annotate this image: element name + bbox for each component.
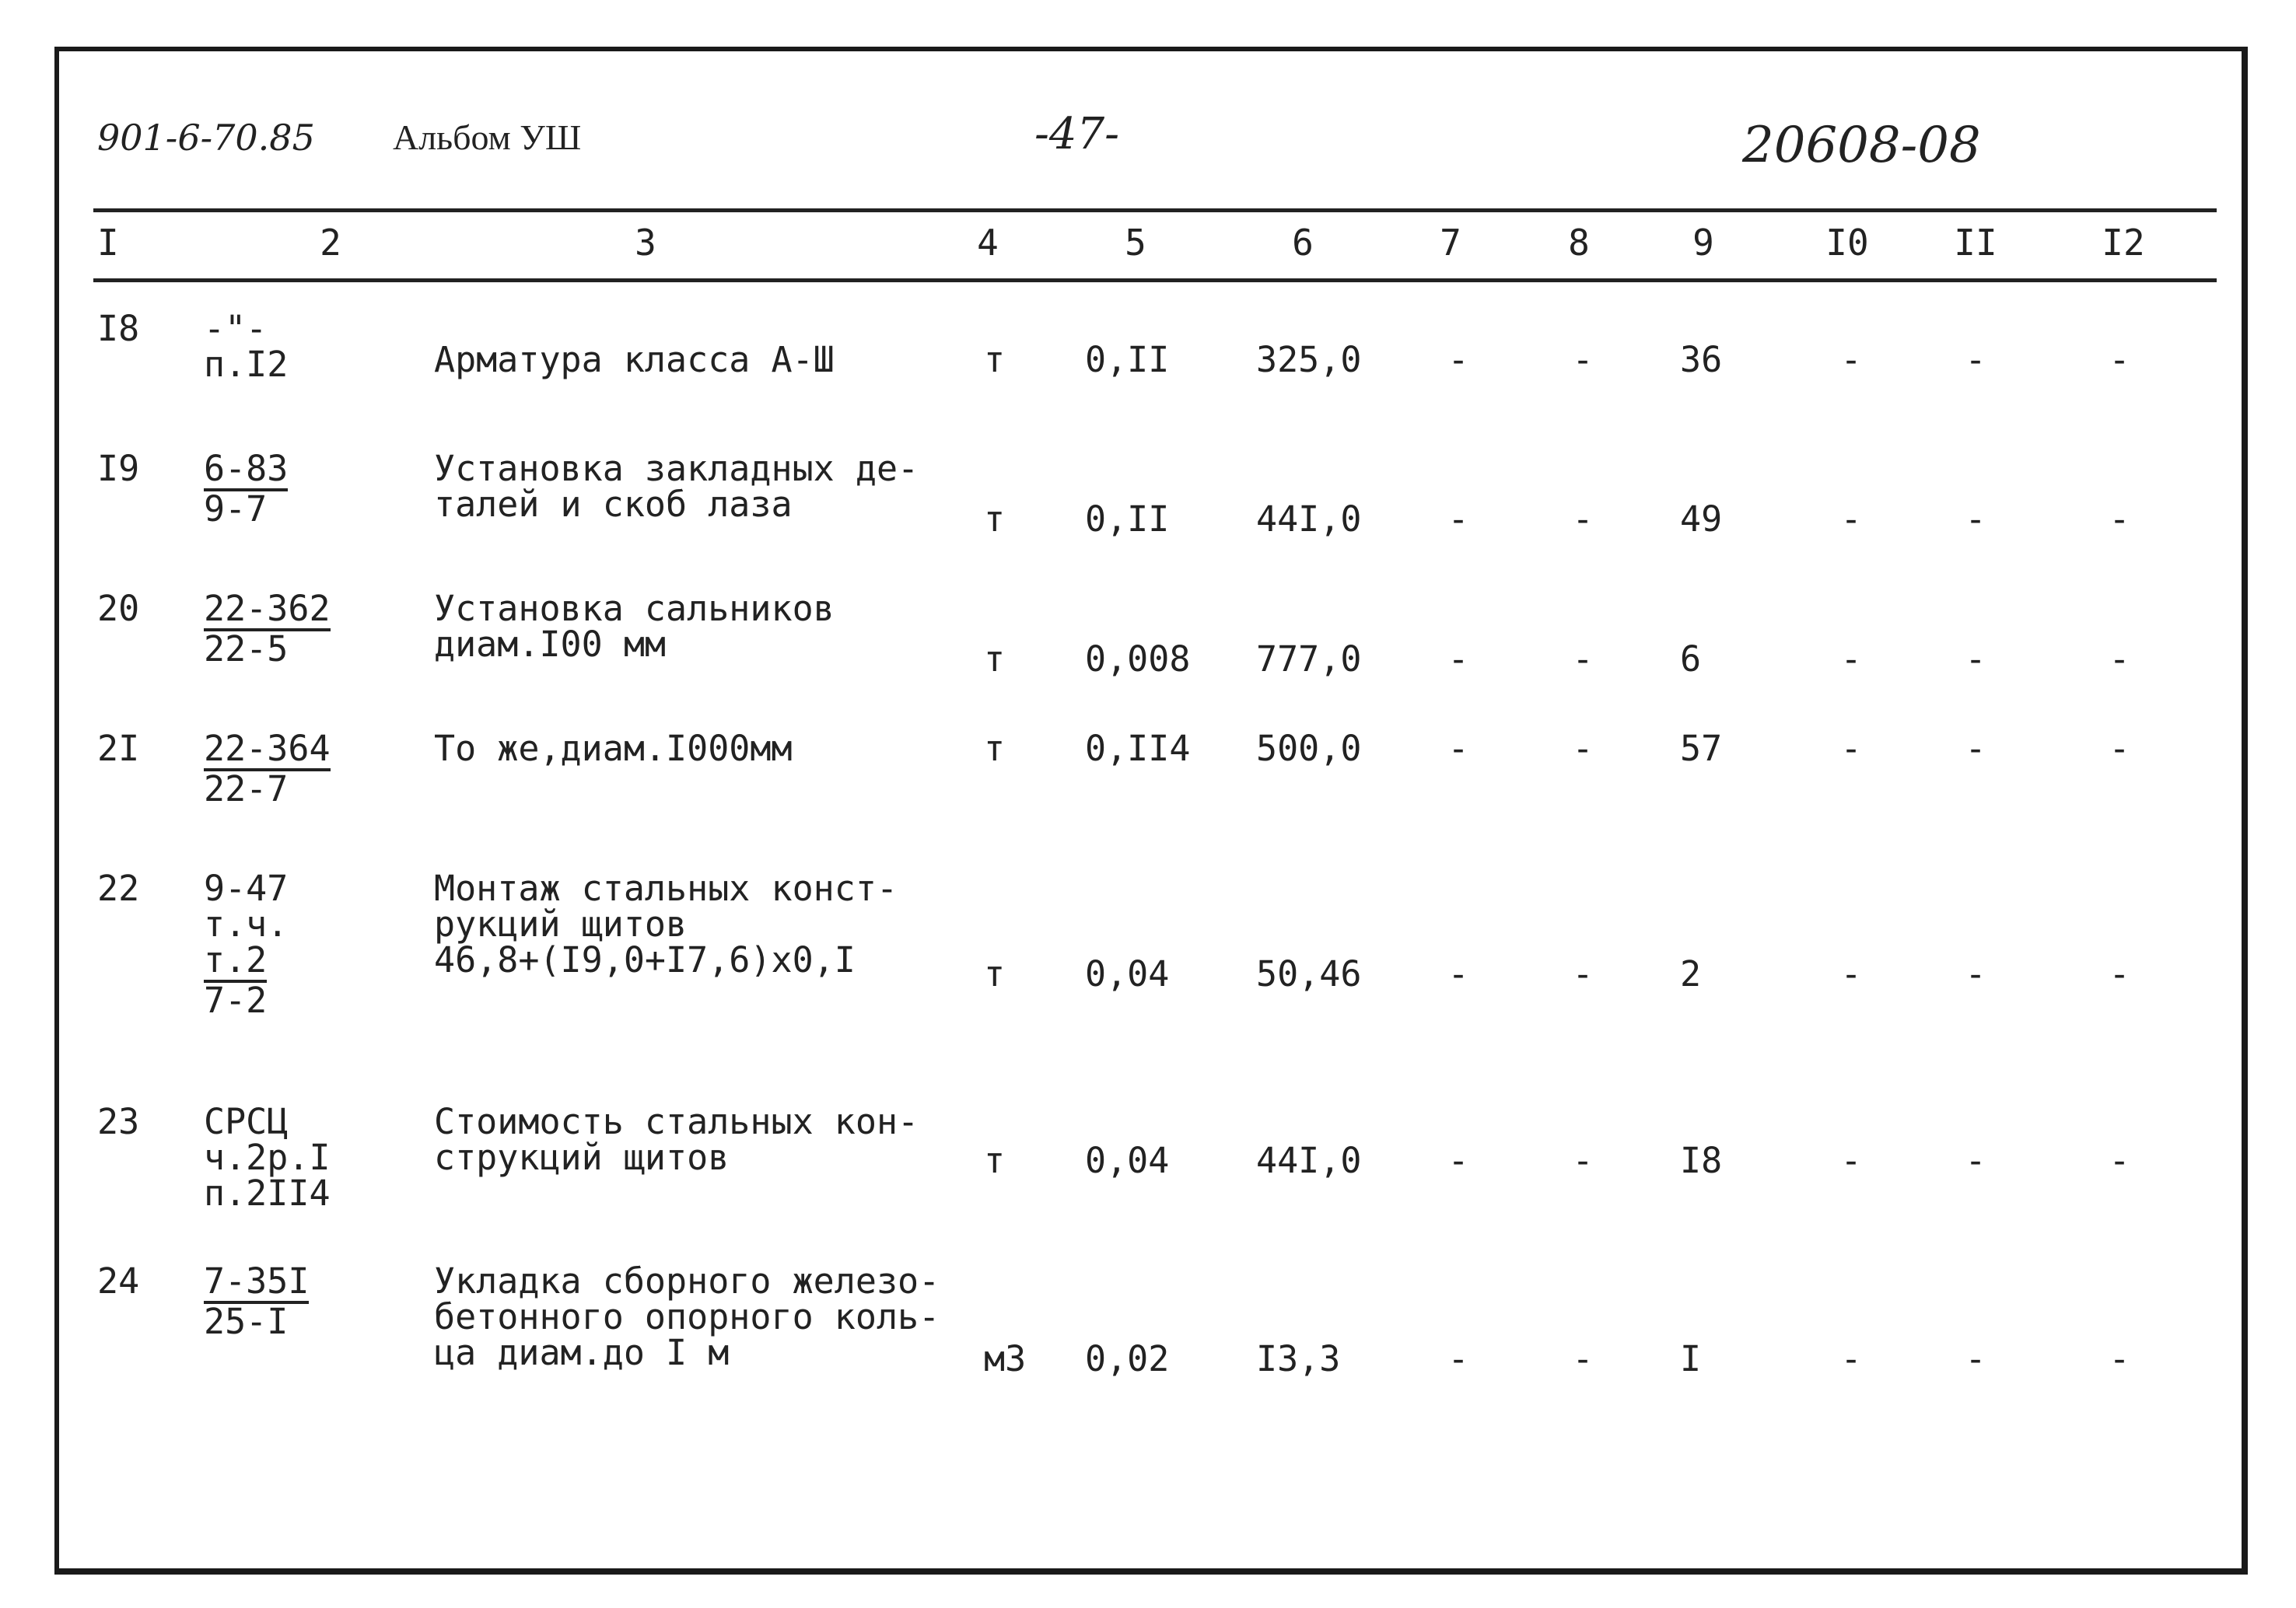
unit-cell: т xyxy=(984,728,1006,769)
col11-cell: - xyxy=(1965,1140,1986,1181)
reference-line: т.2 xyxy=(204,942,288,983)
column-number-7: 7 xyxy=(1440,222,1461,264)
col8-cell: - xyxy=(1572,1338,1594,1379)
col8-cell: - xyxy=(1572,498,1594,540)
column-number-3: 3 xyxy=(635,222,656,264)
description-cell xyxy=(434,588,835,665)
col10-cell: - xyxy=(1840,1140,1862,1181)
col8-cell: - xyxy=(1572,1140,1594,1181)
unit-cell: т xyxy=(984,339,1006,380)
description-line: 46,8+(I9,0+I7,6)x0,I xyxy=(434,939,856,981)
reference-line: 22-362 xyxy=(204,591,331,631)
price-cell: 325,0 xyxy=(1256,339,1362,380)
column-number-12: I2 xyxy=(2102,222,2145,264)
col8-cell: - xyxy=(1572,638,1594,680)
col12-cell: - xyxy=(2109,339,2130,380)
description-line: Укладка сборного железо- xyxy=(434,1260,940,1302)
row-number: I8 xyxy=(97,308,140,349)
description-line: бетонного опорного коль- xyxy=(434,1296,940,1337)
description-line: Установка закладных де- xyxy=(434,448,919,489)
col12-cell: - xyxy=(2109,728,2130,769)
description-line: диам.I00 мм xyxy=(434,624,667,665)
description-line: талей и скоб лаза xyxy=(434,484,793,525)
column-number-1: I xyxy=(97,222,119,264)
col11-cell: - xyxy=(1965,1338,1986,1379)
price-cell: 44I,0 xyxy=(1256,1140,1362,1181)
unit-cell: т xyxy=(984,638,1006,680)
col8-cell: - xyxy=(1572,953,1594,995)
col10-cell: - xyxy=(1840,1338,1862,1379)
col9-cell: 57 xyxy=(1680,728,1723,769)
description-line: Арматура класса А-Ш xyxy=(434,339,835,380)
description-cell xyxy=(434,728,793,769)
row-number: 24 xyxy=(97,1260,140,1302)
col11-cell: - xyxy=(1965,498,1986,540)
col10-cell: - xyxy=(1840,953,1862,995)
col11-cell: - xyxy=(1965,728,1986,769)
reference-line: п.I2 xyxy=(204,344,289,385)
album-label: Альбом УШ xyxy=(393,117,582,157)
quantity-cell: 0,008 xyxy=(1085,638,1191,680)
price-cell: 500,0 xyxy=(1256,728,1362,769)
col12-cell: - xyxy=(2109,1338,2130,1379)
reference-line: 9-47 xyxy=(204,868,289,909)
header-rule-top xyxy=(93,208,2217,212)
description-cell xyxy=(434,868,898,981)
row-number: 20 xyxy=(97,588,140,629)
col9-cell: 2 xyxy=(1680,953,1702,995)
reference-cell xyxy=(204,1260,310,1342)
reference-line: 7-2 xyxy=(204,980,268,1021)
row-number: 23 xyxy=(97,1101,140,1142)
quantity-cell: 0,II xyxy=(1085,339,1170,380)
col12-cell: - xyxy=(2109,1140,2130,1181)
quantity-cell: 0,04 xyxy=(1085,953,1170,995)
description-line: Стоимость стальных кон- xyxy=(434,1101,919,1142)
col7-cell: - xyxy=(1447,1140,1469,1181)
row-number: I9 xyxy=(97,448,140,489)
description-line: Монтаж стальных конст- xyxy=(434,868,898,909)
price-cell: 777,0 xyxy=(1256,638,1362,680)
column-number-10: I0 xyxy=(1825,222,1869,264)
description-line: То же,диам.I000мм xyxy=(434,728,793,769)
reference-line: СРСЦ xyxy=(204,1101,289,1142)
reference-line: 22-5 xyxy=(204,628,289,669)
col9-cell: I xyxy=(1680,1338,1702,1379)
unit-cell: т xyxy=(984,498,1006,540)
reference-cell xyxy=(204,1101,331,1214)
column-number-2: 2 xyxy=(320,222,341,264)
col11-cell: - xyxy=(1965,953,1986,995)
unit-cell: м3 xyxy=(984,1338,1027,1379)
col9-cell: 49 xyxy=(1680,498,1723,540)
col9-cell: I8 xyxy=(1680,1140,1723,1181)
col10-cell: - xyxy=(1840,498,1862,540)
col8-cell: - xyxy=(1572,728,1594,769)
price-cell: 44I,0 xyxy=(1256,498,1362,540)
reference-line: 22-7 xyxy=(204,768,289,809)
reference-line: 6-83 xyxy=(204,451,288,491)
document-code: 901-6-70.85 xyxy=(97,117,315,159)
unit-cell: т xyxy=(984,953,1006,995)
col10-cell: - xyxy=(1840,339,1862,380)
column-number-11: II xyxy=(1954,222,1997,264)
reference-line: т.ч. xyxy=(204,904,289,945)
reference-line: 25-I xyxy=(204,1301,289,1342)
reference-cell xyxy=(204,868,289,1021)
description-line: струкций щитов xyxy=(434,1137,730,1178)
description-line: рукций щитов xyxy=(434,904,688,945)
col9-cell: 6 xyxy=(1680,638,1702,680)
col7-cell: - xyxy=(1447,498,1469,540)
reference-line: ч.2р.I xyxy=(204,1137,331,1178)
reference-line: 7-35I xyxy=(204,1264,309,1304)
col11-cell: - xyxy=(1965,638,1986,680)
reference-line: 9-7 xyxy=(204,488,268,530)
row-number: 2I xyxy=(97,728,140,769)
description-cell xyxy=(434,448,919,525)
price-cell: I3,3 xyxy=(1256,1338,1341,1379)
quantity-cell: 0,II xyxy=(1085,498,1170,540)
reference-cell xyxy=(204,728,331,809)
description-line: ца диам.до I м xyxy=(434,1332,730,1373)
col7-cell: - xyxy=(1447,339,1469,380)
col7-cell: - xyxy=(1447,638,1469,680)
col11-cell: - xyxy=(1965,339,1986,380)
reference-line: -"- xyxy=(204,308,268,349)
column-number-9: 9 xyxy=(1692,222,1714,264)
col12-cell: - xyxy=(2109,638,2130,680)
quantity-cell: 0,II4 xyxy=(1085,728,1191,769)
col12-cell: - xyxy=(2109,498,2130,540)
reference-line: п.2II4 xyxy=(204,1173,331,1214)
reference-cell xyxy=(204,588,331,669)
quantity-cell: 0,02 xyxy=(1085,1338,1170,1379)
column-number-8: 8 xyxy=(1568,222,1590,264)
col9-cell: 36 xyxy=(1680,339,1723,380)
unit-cell: т xyxy=(984,1140,1006,1181)
description-line: Установка сальников xyxy=(434,588,835,629)
column-number-6: 6 xyxy=(1292,222,1314,264)
price-cell: 50,46 xyxy=(1256,953,1362,995)
description-cell xyxy=(434,1101,919,1178)
col8-cell: - xyxy=(1572,339,1594,380)
description-cell xyxy=(434,1260,940,1373)
reference-line: 22-364 xyxy=(204,731,331,771)
col10-cell: - xyxy=(1840,728,1862,769)
col12-cell: - xyxy=(2109,953,2130,995)
col7-cell: - xyxy=(1447,728,1469,769)
page-number: -47- xyxy=(1034,109,1120,159)
document-number: 20608-08 xyxy=(1742,117,1981,174)
reference-cell xyxy=(204,448,289,530)
col7-cell: - xyxy=(1447,1338,1469,1379)
col7-cell: - xyxy=(1447,953,1469,995)
quantity-cell: 0,04 xyxy=(1085,1140,1170,1181)
column-number-5: 5 xyxy=(1125,222,1146,264)
header-rule-bottom xyxy=(93,278,2217,282)
col10-cell: - xyxy=(1840,638,1862,680)
reference-cell xyxy=(204,308,289,385)
row-number: 22 xyxy=(97,868,140,909)
description-cell xyxy=(434,339,835,380)
column-number-4: 4 xyxy=(977,222,999,264)
